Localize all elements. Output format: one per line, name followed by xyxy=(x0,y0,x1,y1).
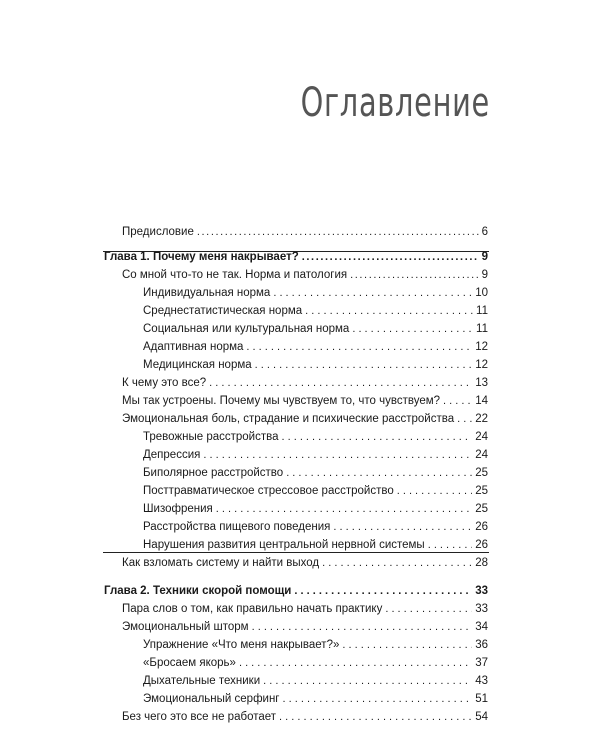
dot-leader xyxy=(273,285,472,301)
toc-page-number: 54 xyxy=(475,711,488,723)
dot-leader xyxy=(197,224,479,240)
toc-entry-title: Среднестатистическая норма xyxy=(143,305,303,317)
toc-entry-row[interactable] xyxy=(143,637,488,653)
toc-entry-row[interactable] xyxy=(143,447,488,463)
toc-entry-title: Нарушения развития центральной нервной системы xyxy=(143,539,425,551)
toc-page-number: 37 xyxy=(475,657,488,669)
dot-leader xyxy=(246,339,472,355)
toc-page-number: 12 xyxy=(475,359,488,371)
toc-entry-row[interactable] xyxy=(143,537,488,553)
dot-leader xyxy=(263,673,472,689)
toc-entry-title: Глава 1. Почему меня накрывает? xyxy=(104,251,299,263)
toc-entry-row[interactable] xyxy=(143,655,488,671)
toc-entry-title: Индивидуальная норма xyxy=(143,287,271,299)
toc-entry-row[interactable] xyxy=(122,375,488,391)
dot-leader xyxy=(281,429,472,445)
toc-entry-row[interactable] xyxy=(122,601,488,617)
dot-leader xyxy=(397,483,472,499)
chapter-divider-2 xyxy=(103,552,489,553)
toc-entry-row[interactable] xyxy=(122,224,488,240)
dot-leader xyxy=(305,303,473,319)
toc-entry-title: Расстройства пищевого поведения xyxy=(143,521,331,533)
toc-entry-title: Шизофрения xyxy=(143,503,213,515)
toc-page-number: 9 xyxy=(481,269,488,281)
dot-leader xyxy=(428,537,473,553)
toc-page-number: 43 xyxy=(475,675,488,687)
toc-entry-row[interactable] xyxy=(143,483,488,499)
toc-entry-title: Пара слов о том, как правильно начать практику xyxy=(122,603,383,615)
toc-entry-title: Тревожные расстройства xyxy=(143,431,279,443)
toc-chapter-row[interactable] xyxy=(104,583,488,599)
toc-entry-title: Как взломать систему и найти выход xyxy=(122,557,320,569)
dot-leader xyxy=(252,619,473,635)
toc-entry-title: Эмоциональная боль, страдание и психические расстройства xyxy=(122,413,455,425)
toc-entry-row[interactable] xyxy=(122,411,488,427)
toc-entry-title: Со мной что-то не так. Норма и патология xyxy=(122,269,348,281)
toc-page-number: 24 xyxy=(475,449,488,461)
toc-page-number: 33 xyxy=(475,603,488,615)
toc-page-number: 9 xyxy=(481,251,488,263)
toc-entry-row[interactable] xyxy=(143,357,488,373)
toc-entry-title: Адаптивная норма xyxy=(143,341,244,353)
toc-entry-title: Без чего это все не работает xyxy=(122,711,277,723)
toc-page-number: 10 xyxy=(475,287,488,299)
dot-leader xyxy=(279,709,472,725)
toc-entry-title: Социальная или культуральная норма xyxy=(143,323,350,335)
toc-entry-row[interactable] xyxy=(143,429,488,445)
toc-page-number: 26 xyxy=(475,521,488,533)
dot-leader xyxy=(333,519,472,535)
toc-entry-title: Биполярное расстройство xyxy=(143,467,284,479)
toc-page-number: 11 xyxy=(476,323,488,335)
toc-page-number: 51 xyxy=(475,693,488,705)
toc-entry-title: Упражнение «Что меня накрывает?» xyxy=(143,639,340,651)
toc-entry-row[interactable] xyxy=(143,465,488,481)
dot-leader xyxy=(255,357,473,373)
toc-entry-title: Дыхательные техники xyxy=(143,675,261,687)
toc-entry-title: Предисловие xyxy=(122,226,194,238)
toc-entry-row[interactable] xyxy=(143,519,488,535)
toc-entry-title: К чему это все? xyxy=(122,377,207,389)
toc-entry-title: Медицинская норма xyxy=(143,359,252,371)
dot-leader xyxy=(443,393,472,409)
toc-entry-title: Депрессия xyxy=(143,449,201,461)
dot-leader xyxy=(457,411,472,427)
chapter-divider-1 xyxy=(103,251,489,252)
dot-leader xyxy=(350,267,479,283)
toc-entry-title: Эмоциональный серфинг xyxy=(143,693,280,705)
dot-leader xyxy=(209,375,472,391)
toc-page-number: 36 xyxy=(475,639,488,651)
toc-entry-row[interactable] xyxy=(143,285,488,301)
dot-leader xyxy=(385,601,472,617)
dot-leader xyxy=(239,655,472,671)
toc-page-number: 22 xyxy=(475,413,488,425)
toc-page-number: 24 xyxy=(475,431,488,443)
toc-page-number: 11 xyxy=(476,305,488,317)
dot-leader xyxy=(294,583,472,599)
toc-page-number: 34 xyxy=(475,621,488,633)
page-title: Оглавление xyxy=(300,80,490,126)
toc-page-number: 25 xyxy=(475,467,488,479)
toc-page-number: 28 xyxy=(475,557,488,569)
toc-page-number: 26 xyxy=(475,539,488,551)
toc-page-number: 33 xyxy=(475,585,488,597)
toc-page-number: 6 xyxy=(481,226,488,238)
toc-entry-row[interactable] xyxy=(143,691,488,707)
dot-leader xyxy=(342,637,472,653)
toc-page-number: 25 xyxy=(475,485,488,497)
dot-leader xyxy=(322,555,472,571)
toc-entry-title: Мы так устроены. Почему мы чувствуем то, что чувствуем? xyxy=(122,395,441,407)
toc-entry-row[interactable] xyxy=(122,393,488,409)
dot-leader xyxy=(283,691,473,707)
toc-entry-row[interactable] xyxy=(122,619,488,635)
toc-page-number: 13 xyxy=(475,377,488,389)
toc-page-number: 12 xyxy=(475,341,488,353)
dot-leader xyxy=(203,447,472,463)
toc-entry-row[interactable] xyxy=(143,501,488,517)
toc-entry-row[interactable] xyxy=(122,267,488,283)
toc-entry-row[interactable] xyxy=(143,321,488,337)
dot-leader xyxy=(352,321,473,337)
toc-entry-title: «Бросаем якорь» xyxy=(143,657,236,669)
toc-entry-title: Эмоциональный шторм xyxy=(122,621,249,633)
toc-entry-row[interactable] xyxy=(143,339,488,355)
toc-page-number: 14 xyxy=(475,395,488,407)
toc-entry-title: Посттравматическое стрессовое расстройство xyxy=(143,485,394,497)
toc-entry-row[interactable] xyxy=(143,673,488,689)
toc-entry-row[interactable] xyxy=(143,303,488,319)
toc-entry-row[interactable] xyxy=(122,555,488,571)
toc-entry-title: Глава 2. Техники скорой помощи xyxy=(104,585,292,597)
toc-page-number: 25 xyxy=(475,503,488,515)
dot-leader xyxy=(286,465,472,481)
dot-leader xyxy=(216,501,472,517)
toc-entry-row[interactable] xyxy=(122,709,488,725)
